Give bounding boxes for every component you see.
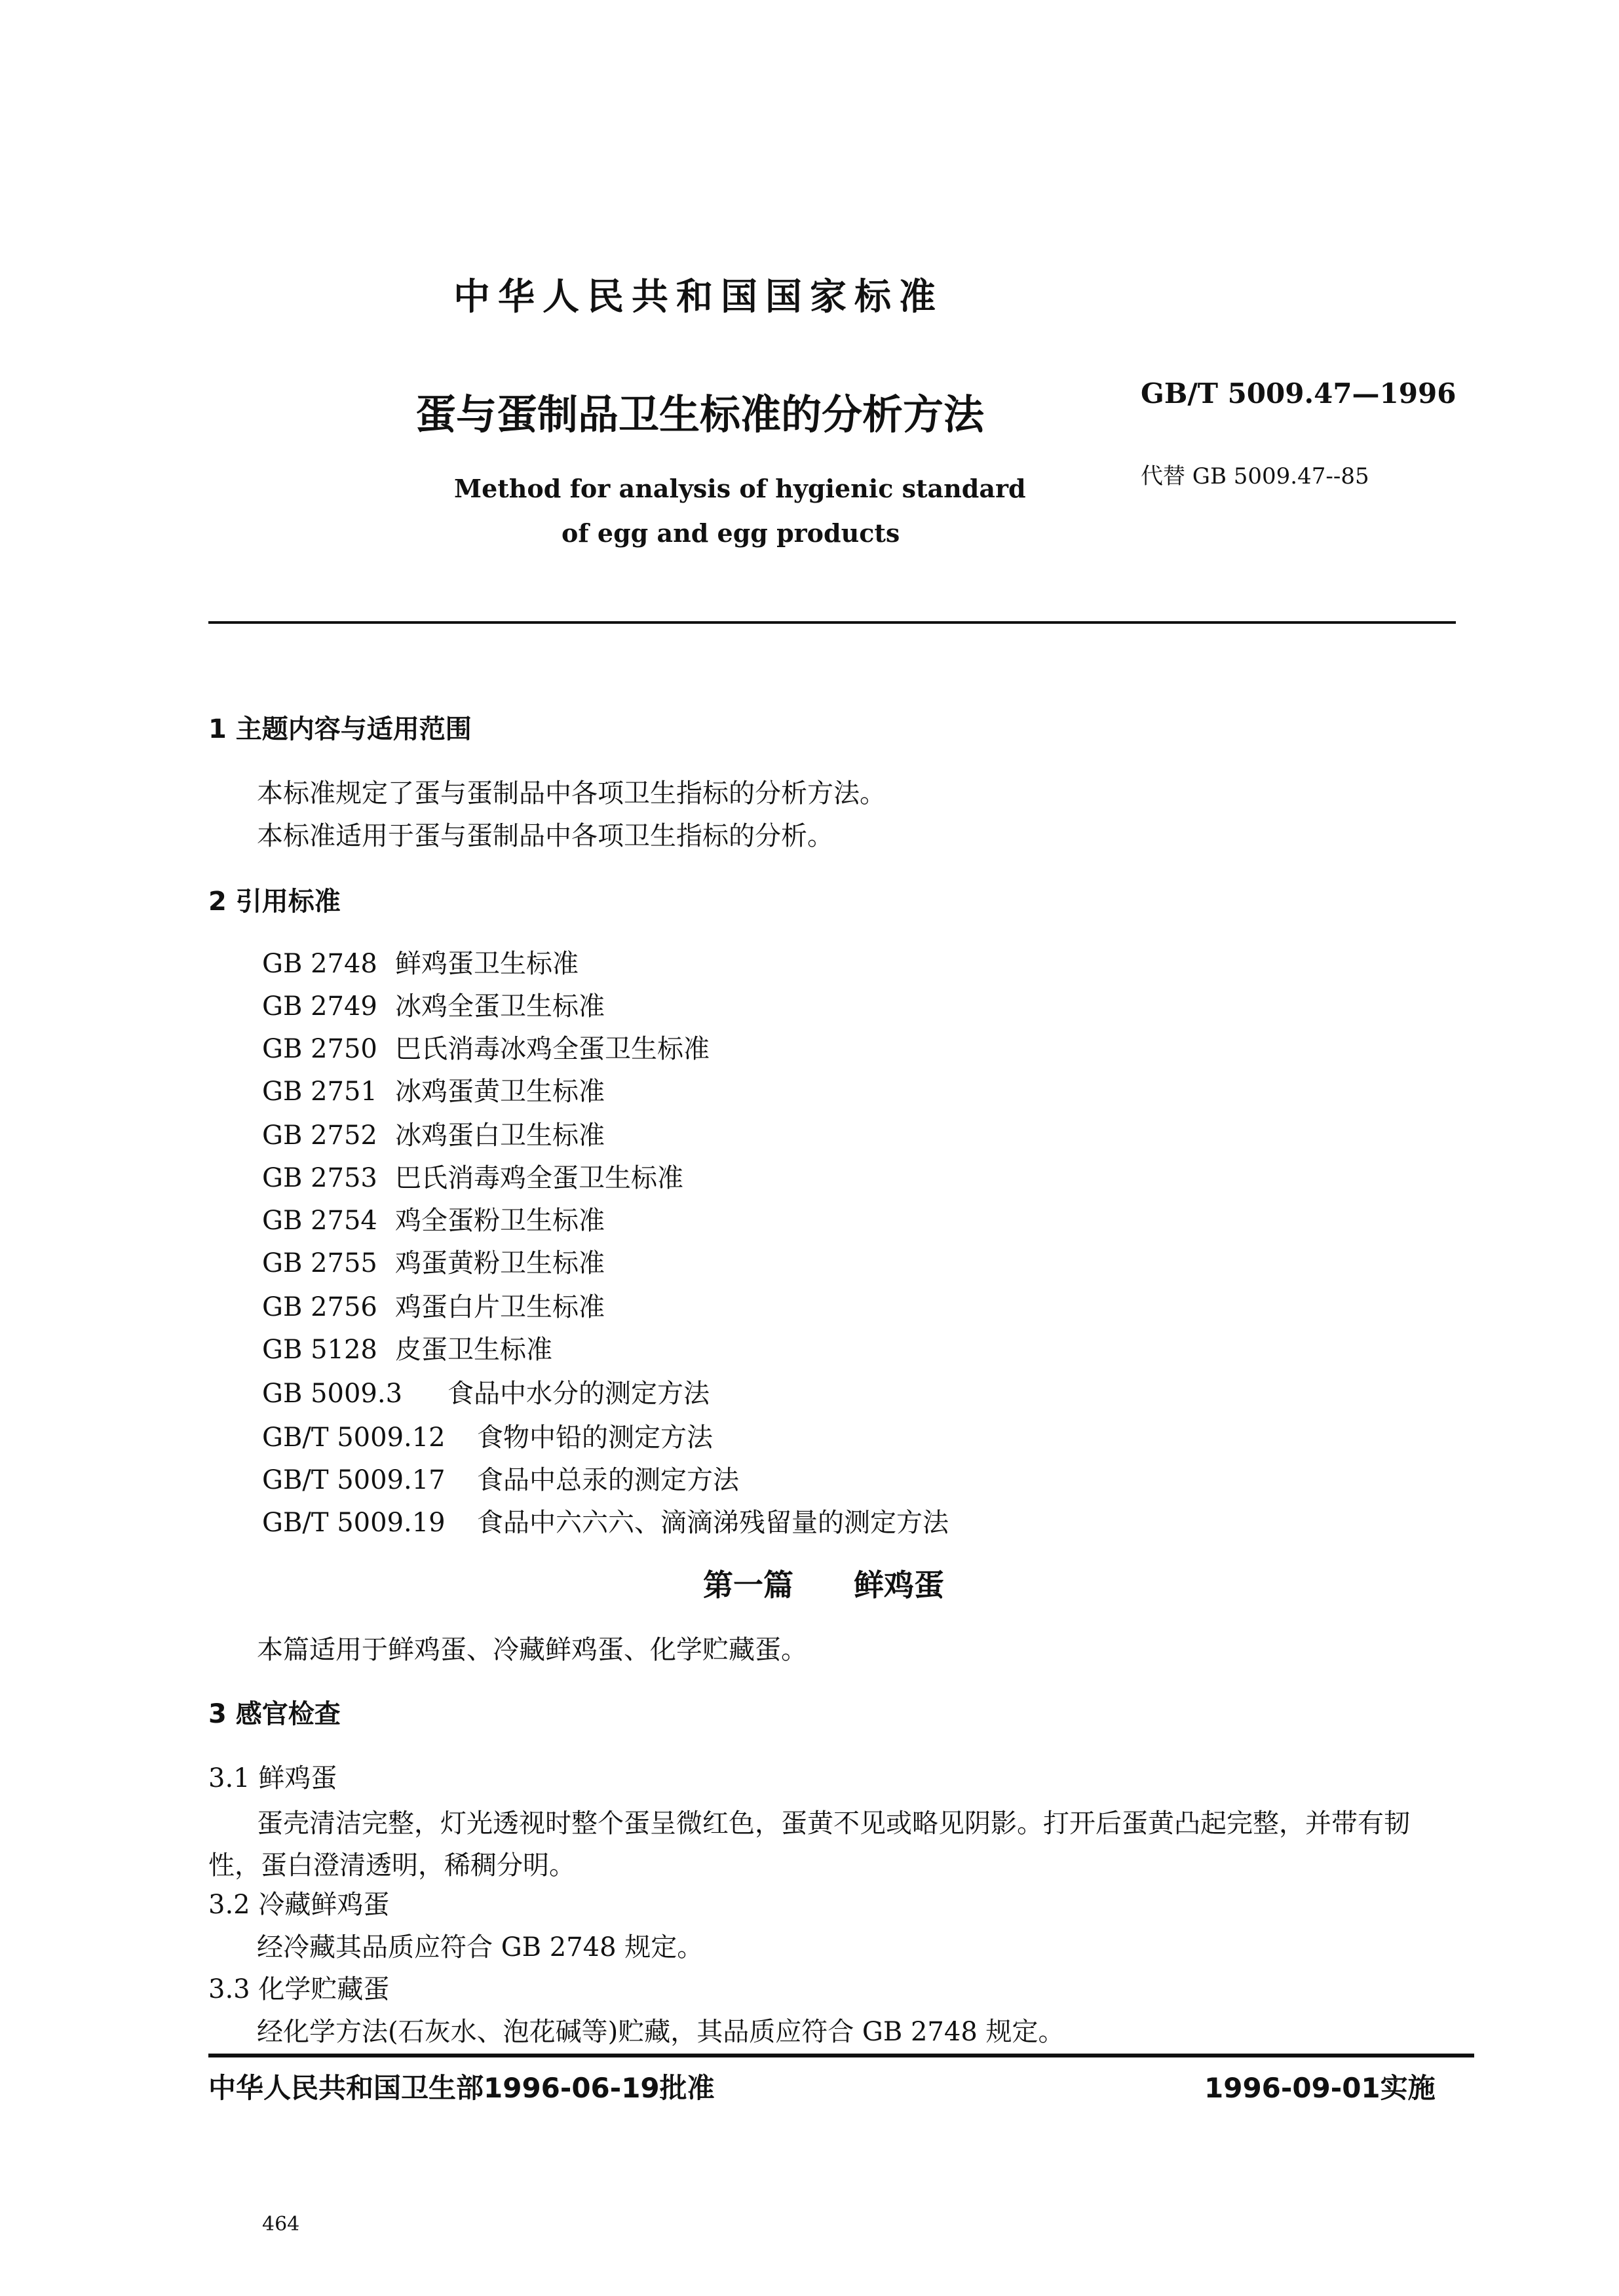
reference-title: 冰鸡蛋黄卫生标准 <box>395 1077 605 1107</box>
section-3-2-text: 经冷藏其品质应符合 GB 2748 规定。 <box>257 1932 704 1962</box>
reference-title: 食品中总汞的测定方法 <box>477 1465 739 1495</box>
section-1-paragraph: 本标准规定了蛋与蛋制品中各项卫生指标的分析方法。 <box>257 778 886 809</box>
reference-title: 鸡蛋黄粉卫生标准 <box>395 1248 605 1278</box>
reference-code: GB 2755 <box>262 1248 377 1278</box>
reference-title: 冰鸡全蛋卫生标准 <box>395 991 605 1022</box>
section-1-paragraph: 本标准适用于蛋与蛋制品中各项卫生指标的分析。 <box>257 821 833 851</box>
reference-title: 巴氏消毒鸡全蛋卫生标准 <box>395 1163 683 1193</box>
reference-code: GB 5009.3 <box>262 1379 403 1409</box>
reference-code: GB/T 5009.12 <box>262 1423 446 1453</box>
section-2-heading: 2 引用标准 <box>208 887 341 917</box>
reference-code: GB 2756 <box>262 1292 377 1322</box>
page-number: 464 <box>262 2213 300 2236</box>
section-3-1-heading: 3.1 鲜鸡蛋 <box>208 1763 337 1793</box>
reference-code: GB 2750 <box>262 1034 377 1064</box>
reference-code: GB 5128 <box>262 1335 377 1365</box>
section-1-heading: 1 主题内容与适用范围 <box>208 714 472 744</box>
reference-code: GB/T 5009.19 <box>262 1508 446 1538</box>
reference-title: 巴氏消毒冰鸡全蛋卫生标准 <box>395 1034 710 1064</box>
section-3-heading: 3 感官检查 <box>208 1699 341 1729</box>
part-1-heading: 第一篇 鲜鸡蛋 <box>703 1567 944 1603</box>
replaces-note: 代替 GB 5009.47--85 <box>1141 463 1369 489</box>
reference-code: GB 2754 <box>262 1206 377 1236</box>
reference-title: 鸡蛋白片卫生标准 <box>395 1292 605 1322</box>
document-title-cn: 蛋与蛋制品卫生标准的分析方法 <box>415 391 985 438</box>
reference-code: GB/T 5009.17 <box>262 1465 446 1495</box>
national-standard-heading: 中华人民共和国国家标准 <box>453 276 943 318</box>
reference-code: GB 2751 <box>262 1077 377 1107</box>
standard-code: GB/T 5009.47—1996 <box>1141 377 1457 410</box>
footer-rule <box>208 2054 1474 2057</box>
reference-code: GB 2752 <box>262 1120 377 1151</box>
reference-title: 皮蛋卫生标准 <box>395 1335 552 1365</box>
reference-title: 食品中六六六、滴滴涕残留量的测定方法 <box>477 1508 949 1538</box>
document-title-en-1: Method for analysis of hygienic standard <box>454 474 1026 503</box>
section-3-1-text: 蛋壳清洁完整，灯光透视时整个蛋呈微红色，蛋黄不见或略见阴影。打开后蛋黄凸起完整，并带有韧 <box>257 1808 1410 1839</box>
section-3-3-heading: 3.3 化学贮藏蛋 <box>208 1974 390 2004</box>
reference-title: 鲜鸡蛋卫生标准 <box>395 949 579 979</box>
part-1-scope: 本篇适用于鲜鸡蛋、冷藏鲜鸡蛋、化学贮藏蛋。 <box>257 1635 807 1665</box>
reference-code: GB 2753 <box>262 1163 377 1193</box>
reference-title: 冰鸡蛋白卫生标准 <box>395 1120 605 1151</box>
reference-title: 食物中铅的测定方法 <box>477 1423 713 1453</box>
reference-code: GB 2749 <box>262 991 377 1022</box>
reference-title: 食品中水分的测定方法 <box>448 1379 710 1409</box>
approval-note: 中华人民共和国卫生部1996-06-19批准 <box>208 2072 715 2104</box>
section-3-2-heading: 3.2 冷藏鲜鸡蛋 <box>208 1890 390 1920</box>
header-rule <box>208 621 1456 624</box>
section-3-1-text-cont: 性，蛋白澄清透明，稀稠分明。 <box>208 1850 575 1881</box>
effective-date: 1996-09-01实施 <box>1204 2072 1436 2104</box>
document-title-en-2: of egg and egg products <box>562 518 900 548</box>
section-3-3-text: 经化学方法(石灰水、泡花碱等)贮藏，其品质应符合 GB 2748 规定。 <box>257 2017 1065 2047</box>
reference-title: 鸡全蛋粉卫生标准 <box>395 1206 605 1236</box>
reference-code: GB 2748 <box>262 949 377 979</box>
